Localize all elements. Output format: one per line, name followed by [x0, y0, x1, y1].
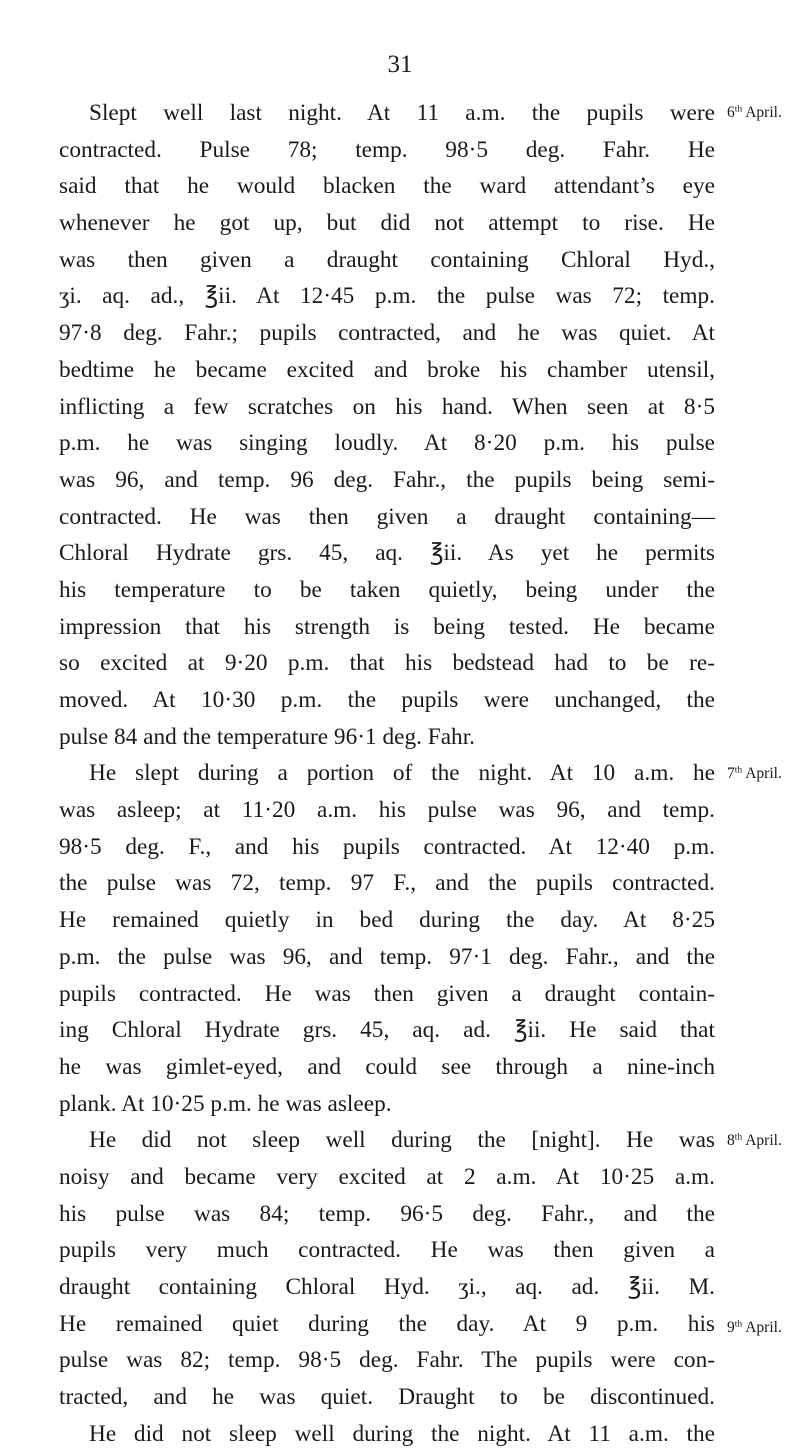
text-line: He remained quiet during the day. At 9 p.m. his — [59, 1310, 715, 1337]
text-line: inflicting a few scratches on his hand. When seen at 8·5 — [59, 393, 715, 420]
margin-note-7th-april: 7th April. — [727, 764, 782, 782]
text-line: ing Chloral Hydrate grs. 45, aq. ad. ℥ii. He said that — [59, 1017, 715, 1044]
text-line: draught containing Chloral Hyd. ʒi., aq. ad. ℥ii. M. — [59, 1274, 715, 1300]
text-line: contracted. He was then given a draught containing— — [59, 503, 715, 530]
text-line: p.m. he was singing loudly. At 8·20 p.m. his pulse — [59, 430, 715, 457]
text-line: Slept well last night. At 11 a.m. the pupils were — [89, 100, 715, 126]
text-line: He remained quietly in bed during the day. At 8·25 — [59, 907, 715, 934]
text-line: pupils contracted. He was then given a draught contain- — [59, 980, 715, 1007]
text-line: 98·5 deg. F., and his pupils contracted. At 12·40 p.m. — [59, 833, 715, 860]
text-line: so excited at 9·20 p.m. that his bedstead had to be re- — [59, 650, 715, 677]
margin-note-6th-april: 6th April. — [727, 103, 782, 121]
body-text — [59, 95, 715, 1452]
text-line: Chloral Hydrate grs. 45, aq. ℥ii. As yet he permits — [59, 540, 715, 567]
text-line: was asleep; at 11·20 a.m. his pulse was 96, and temp. — [59, 797, 715, 824]
text-line: He did not sleep well during the night. At 11 a.m. the — [89, 1420, 715, 1447]
text-line: noisy and became very excited at 2 a.m. At 10·25 a.m. — [59, 1163, 715, 1190]
text-line: pulse was 82; temp. 98·5 deg. Fahr. The pupils were con- — [59, 1347, 715, 1374]
text-line: his pulse was 84; temp. 96·5 deg. Fahr., and the — [59, 1200, 715, 1227]
text-line: moved. At 10·30 p.m. the pupils were unchanged, the — [59, 687, 715, 713]
text-line: bedtime he became excited and broke his chamber utensil, — [59, 356, 715, 383]
text-line: the pulse was 72, temp. 97 F., and the pupils contracted. — [59, 870, 715, 897]
text-line: plank. At 10·25 p.m. he was asleep. — [59, 1090, 392, 1117]
text-line: his temperature to be taken quietly, being under the — [59, 576, 715, 603]
text-line: was then given a draught containing Chloral Hyd., — [59, 246, 715, 273]
text-line: He did not sleep well during the [night]. He was — [89, 1127, 715, 1154]
text-line: contracted. Pulse 78; temp. 98·5 deg. Fahr. He — [59, 136, 715, 163]
text-line: ʒi. aq. ad., ℥ii. At 12·45 p.m. the pulse was 72; temp. — [59, 283, 715, 310]
text-line: He slept during a portion of the night. At 10 a.m. he — [89, 760, 715, 787]
text-line: pupils very much contracted. He was then given a — [59, 1237, 715, 1264]
text-line: pulse 84 and the temperature 96·1 deg. Fahr. — [59, 723, 475, 750]
text-line: he was gimlet-eyed, and could see through a nine-inch — [59, 1053, 715, 1080]
text-line: said that he would blacken the ward attendant’s eye — [59, 173, 715, 200]
text-line: p.m. the pulse was 96, and temp. 97·1 deg. Fahr., and the — [59, 943, 715, 970]
page-number: 31 — [387, 51, 413, 78]
text-line: whenever he got up, but did not attempt to rise. He — [59, 210, 715, 237]
margin-note-9th-april: 9th April. — [727, 1318, 782, 1336]
margin-note-8th-april: 8th April. — [727, 1131, 782, 1149]
text-line: 97·8 deg. Fahr.; pupils contracted, and he was quiet. At — [59, 320, 715, 347]
text-line: tracted, and he was quiet. Draught to be discontinued. — [59, 1384, 715, 1411]
text-line: impression that his strength is being tested. He became — [59, 613, 715, 640]
text-line: was 96, and temp. 96 deg. Fahr., the pupils being semi- — [59, 466, 715, 493]
